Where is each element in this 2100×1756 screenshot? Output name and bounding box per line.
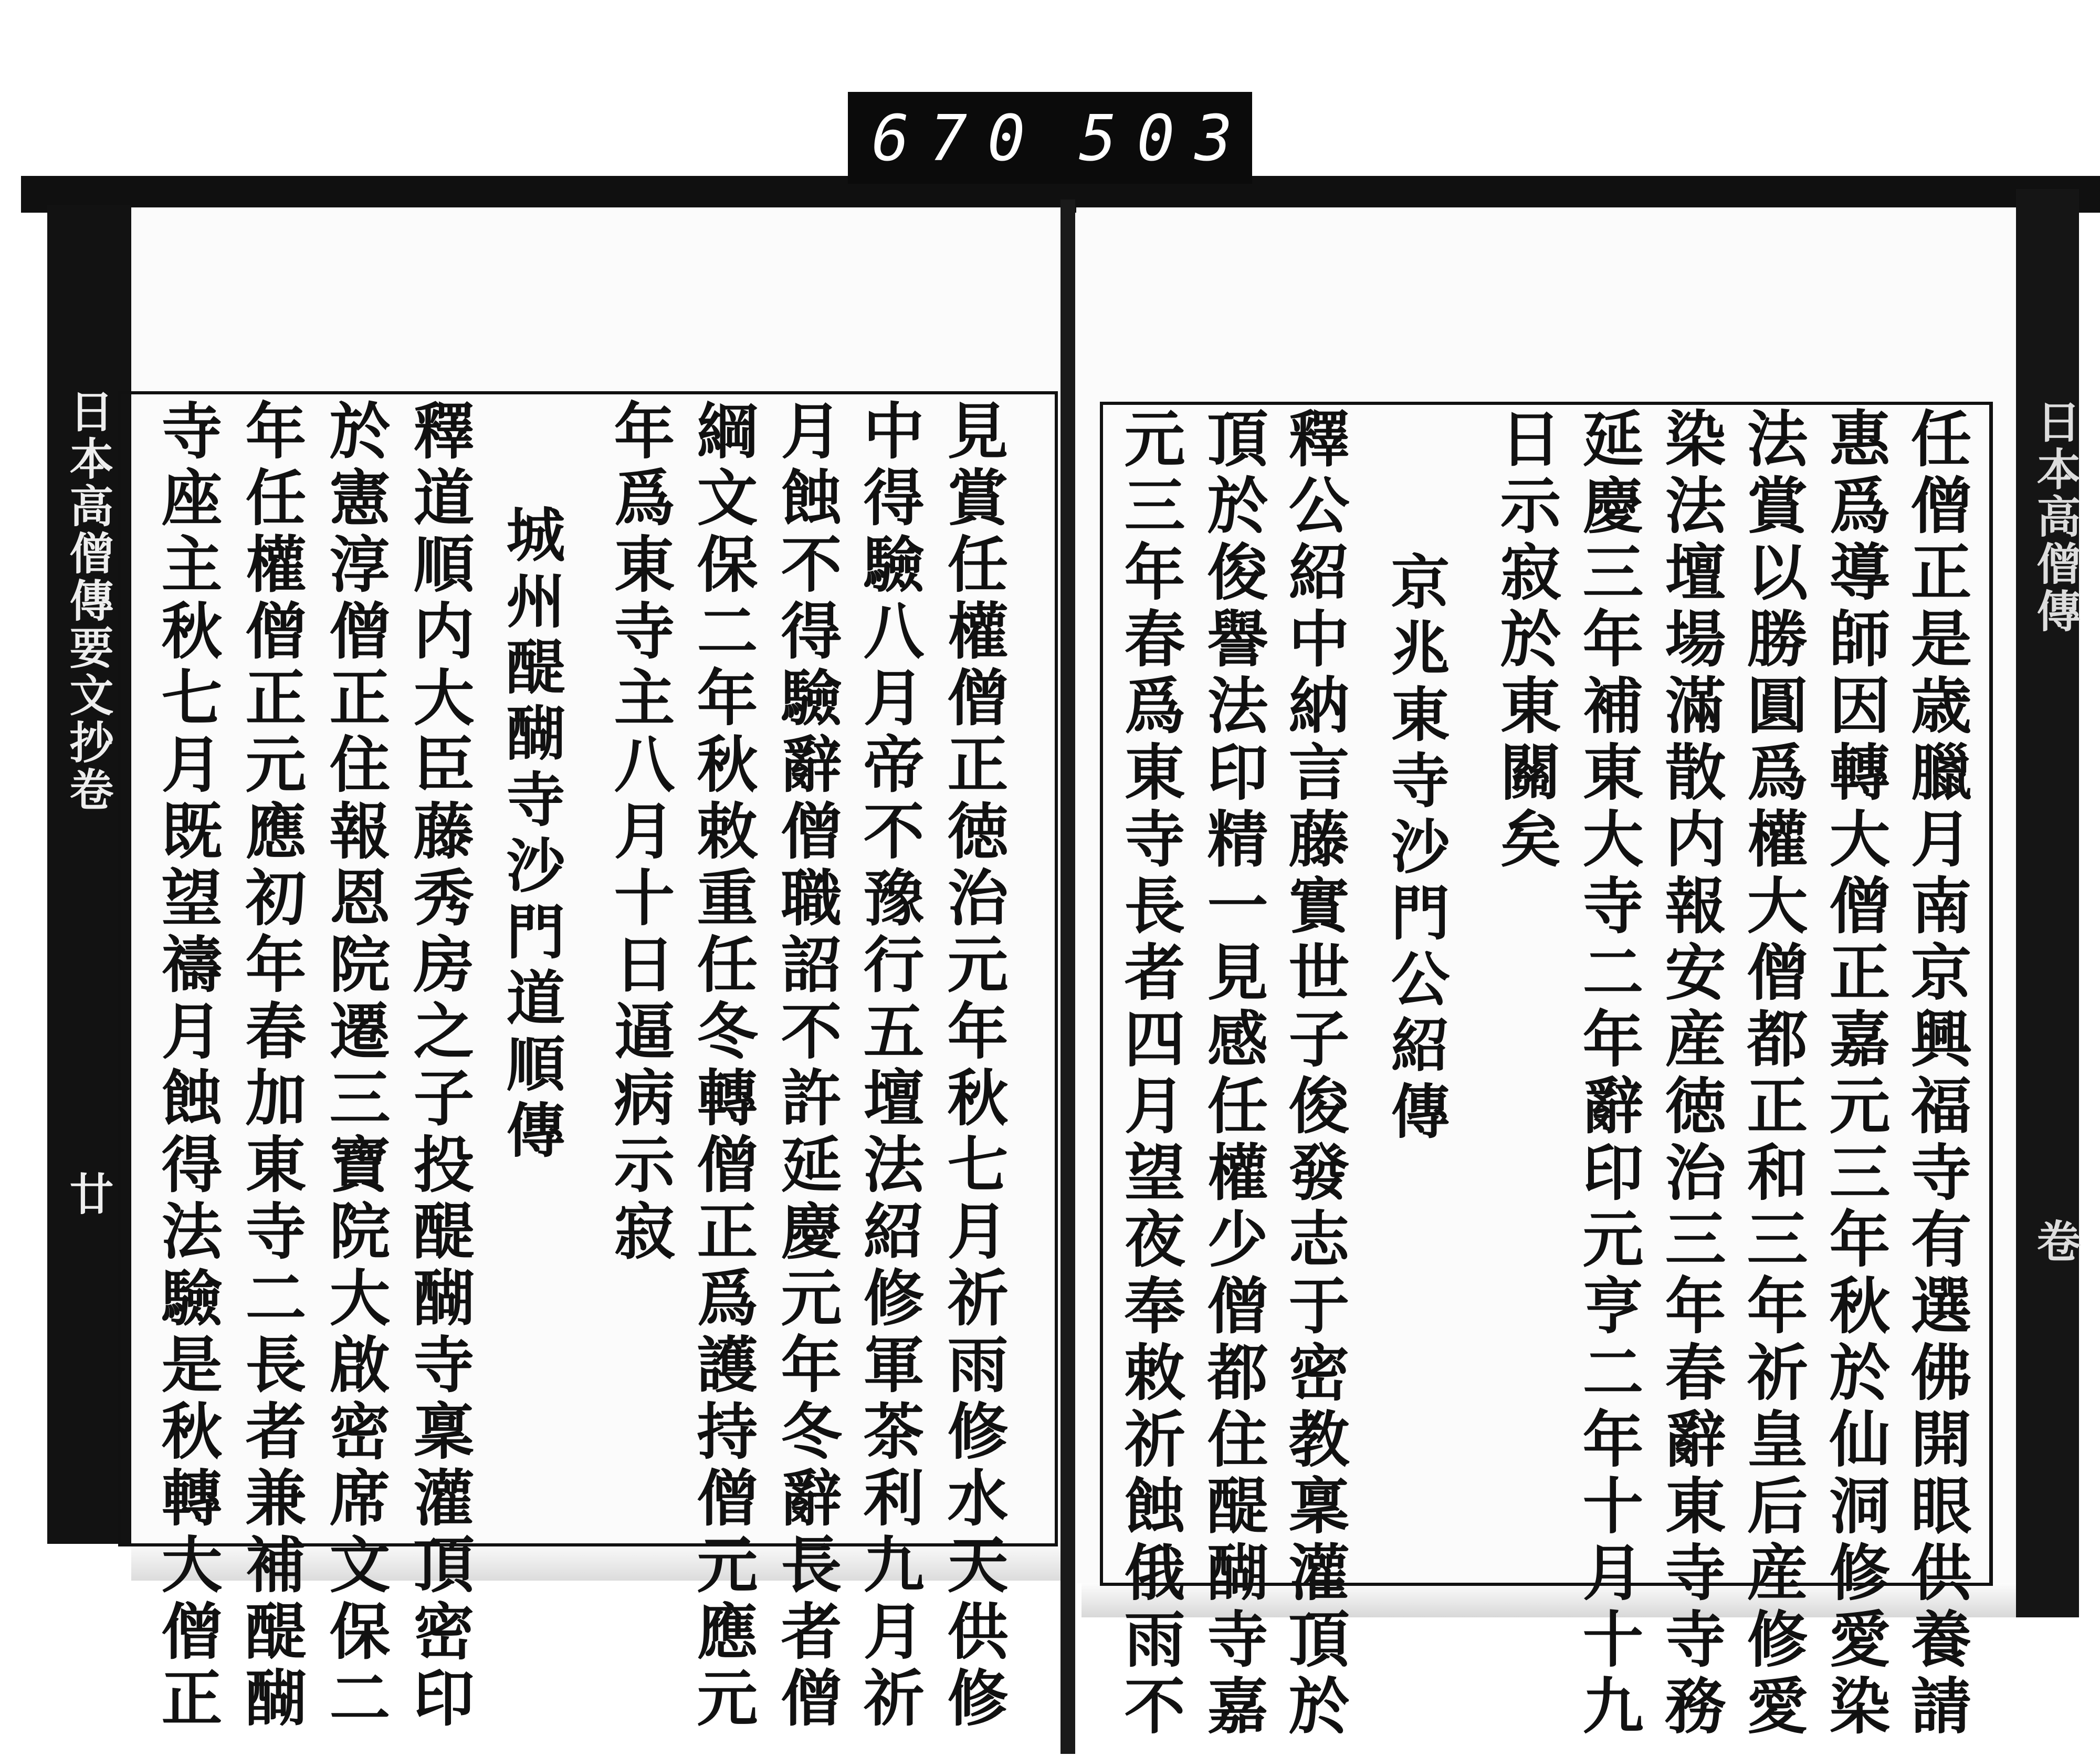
right-column-2: 惠爲導師因轉大僧正嘉元三年秋於仙洞修愛染 — [1819, 407, 1891, 1741]
right-column-8: 釋公紹中納言藤實世子俊發志于密教稟灌頂於 — [1278, 407, 1350, 1741]
frame-number-plate — [848, 92, 1252, 184]
right-margin-folio: 卷 — [2030, 1218, 2082, 1266]
right-column-5: 延慶三年補東大寺二年辭印元亨二年十月十九 — [1572, 407, 1644, 1741]
left-margin-title: 日本高僧傳要文抄卷 — [62, 389, 114, 814]
right-column-4: 染法壇場滿散内報安産徳治三年春辭東寺寺務 — [1655, 407, 1726, 1741]
left-column-4: 綱文保二年秋敕重任冬轉僧正爲護持僧元應元 — [687, 399, 758, 1733]
left-margin-folio: 廿 — [62, 1171, 114, 1218]
left-column-9: 年任權僧正元應初年春加東寺二長者兼補醍醐 — [235, 399, 307, 1733]
right-section-heading: 京兆東寺沙門公紹傳 — [1381, 551, 1450, 1147]
right-column-9: 頂於俊譽法印精一見感任權少僧都住醍醐寺嘉 — [1197, 407, 1268, 1741]
right-frame-rule — [1990, 402, 1993, 1586]
right-column-1: 任僧正是歳臘月南京興福寺有選佛開眼供養請 — [1900, 407, 1972, 1741]
right-column-6: 日示寂於東關矣 — [1490, 407, 1561, 874]
frame-number-right: 503 — [1079, 102, 1253, 175]
right-margin-title: 日本高僧傳 — [2030, 399, 2082, 635]
center-gutter — [1060, 200, 1075, 1754]
left-column-8: 於憲淳僧正住報恩院遷三寶院大啟密席文保二 — [319, 399, 391, 1733]
left-column-3: 月蝕不得驗辭僧職詔不許延慶元年冬辭長者僧 — [771, 399, 842, 1733]
frame-number-left: 670 — [872, 102, 1045, 175]
left-column-1: 見賞任權僧正徳治元年秋七月祈雨修水天供修 — [937, 399, 1009, 1733]
left-column-2: 中得驗八月帝不豫行五壇法紹修軍茶利九月祈 — [853, 399, 925, 1733]
right-column-10: 元三年春爲東寺長者四月望夜奉敕祈蝕俄雨不 — [1114, 407, 1185, 1741]
left-section-heading: 城州醍醐寺沙門道順傳 — [497, 504, 565, 1166]
left-column-5: 年爲東寺主八月十日逼病示寂 — [604, 399, 675, 1266]
right-column-3: 法賞以勝圓爲權大僧都正和三年祈皇后産修愛 — [1737, 407, 1808, 1741]
left-column-7: 釋道順内大臣藤秀房之子投醍醐寺稟灌頂密印 — [403, 399, 475, 1733]
left-column-10: 寺座主秋七月既望禱月蝕得法驗是秋轉大僧正 — [151, 399, 223, 1733]
